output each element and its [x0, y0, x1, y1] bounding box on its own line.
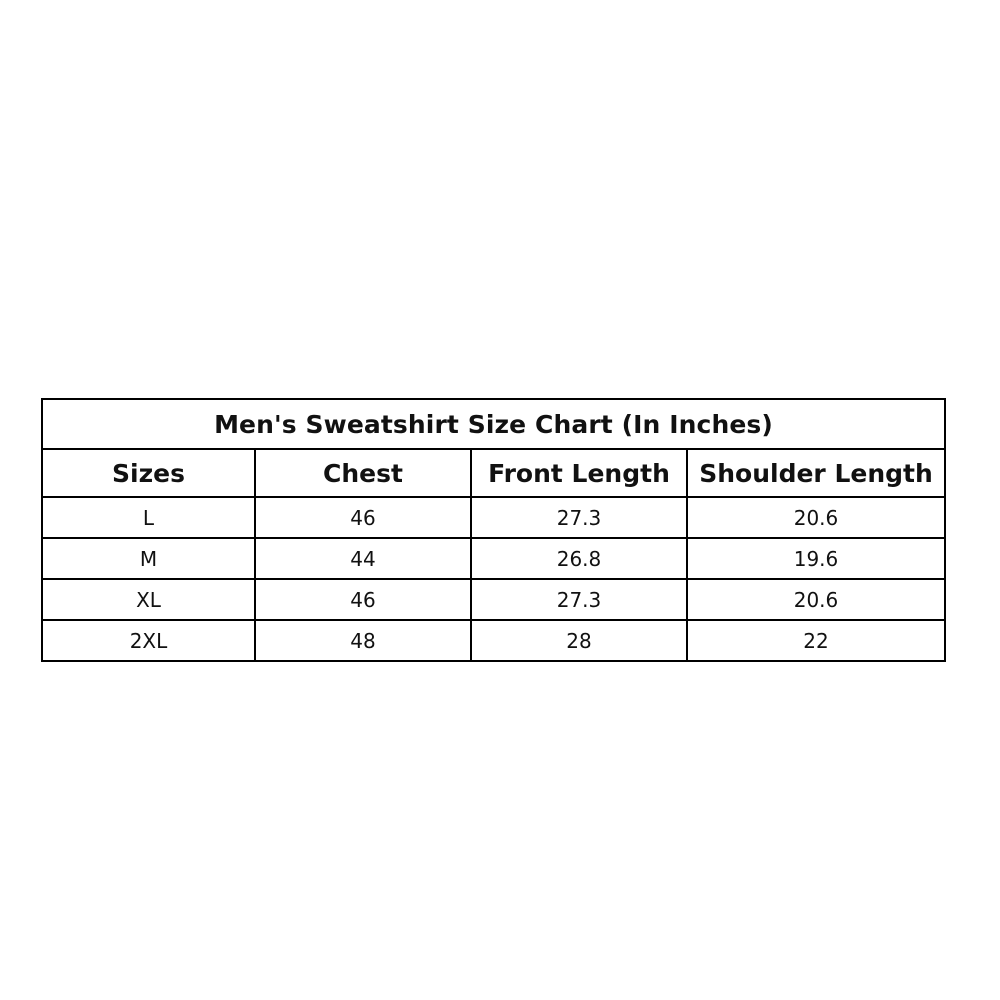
cell-shoulder-length: 20.6	[687, 579, 945, 620]
cell-shoulder-length: 22	[687, 620, 945, 661]
cell-chest: 46	[255, 497, 471, 538]
cell-shoulder-length: 20.6	[687, 497, 945, 538]
cell-front-length: 26.8	[471, 538, 687, 579]
cell-chest: 46	[255, 579, 471, 620]
column-header-shoulder-length: Shoulder Length	[687, 449, 945, 497]
column-header-sizes: Sizes	[42, 449, 255, 497]
table-row	[42, 538, 945, 579]
cell-front-length: 27.3	[471, 579, 687, 620]
size-chart-container	[41, 398, 944, 662]
table-row	[42, 579, 945, 620]
cell-chest: 48	[255, 620, 471, 661]
cell-front-length: 27.3	[471, 497, 687, 538]
table-row	[42, 497, 945, 538]
cell-front-length: 28	[471, 620, 687, 661]
cell-shoulder-length: 19.6	[687, 538, 945, 579]
table-title-row	[42, 399, 945, 449]
cell-size: 2XL	[42, 620, 255, 661]
cell-size: M	[42, 538, 255, 579]
cell-size: L	[42, 497, 255, 538]
chart-title: Men's Sweatshirt Size Chart (In Inches)	[42, 399, 945, 449]
cell-chest: 44	[255, 538, 471, 579]
column-header-front-length: Front Length	[471, 449, 687, 497]
table-header-row	[42, 449, 945, 497]
cell-size: XL	[42, 579, 255, 620]
table-row	[42, 620, 945, 661]
column-header-chest: Chest	[255, 449, 471, 497]
size-chart-table	[41, 398, 946, 662]
